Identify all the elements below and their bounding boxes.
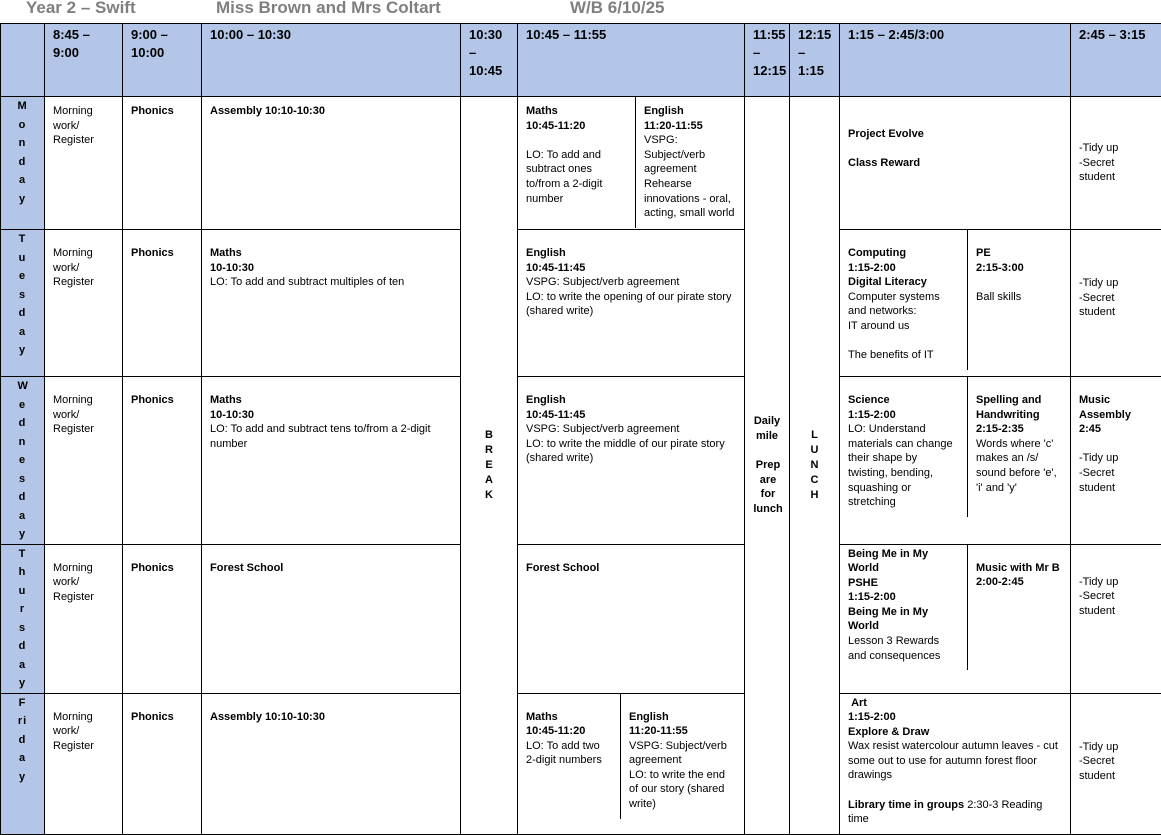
science-lesson: Science 1:15-2:00 LO: Understand materials can change their shape by twisting, bending, squashing or stretching — [840, 377, 968, 517]
lesson-cell — [518, 693, 745, 834]
daily-mile-cell: Daily mile Prep are for lunch — [745, 97, 790, 835]
phonics-cell: Phonics — [123, 230, 202, 377]
week-beginning: W/B 6/10/25 — [570, 0, 665, 18]
lesson-cell: English 10:45-11:45 VSPG: Subject/verb agreement LO: to write the middle of our pirate story (shared write) — [518, 377, 745, 545]
morning-cell: Morning work/ Register — [45, 97, 123, 230]
afternoon-cell: Art 1:15-2:00 Explore & Draw Wax resist watercolour autumn leaves - cut some out to use for autumn forest floor drawings Library time in groups 2:30-3 Reading time — [840, 693, 1071, 834]
lesson-cell: Forest School — [202, 544, 461, 693]
time-slot: 2:45 – 3:15 — [1071, 24, 1161, 97]
lesson-cell: Maths 10-10:30 LO: To add and subtract multiples of ten — [202, 230, 461, 377]
afternoon-cell — [840, 544, 1071, 693]
time-slot: 12:15 – 1:15 — [790, 24, 840, 97]
maths-lesson: Maths 10:45-11:20 LO: To add two 2-digit numbers — [518, 694, 621, 819]
phonics-cell: Phonics — [123, 693, 202, 834]
day-label: Tuesday — [1, 230, 45, 377]
afternoon-cell: Project Evolve Class Reward — [840, 97, 1071, 230]
lesson-cell: Forest School — [518, 544, 745, 693]
lesson-cell: Assembly 10:10-10:30 — [202, 97, 461, 230]
morning-cell: Morning work/ Register — [45, 230, 123, 377]
end-of-day-cell: -Tidy up -Secret student — [1071, 544, 1161, 693]
morning-cell: Morning work/ Register — [45, 693, 123, 834]
end-of-day-cell: -Tidy up -Secret student — [1071, 693, 1161, 834]
maths-lesson: Maths 10:45-11:20 LO: To add and subtract ones to/from a 2-digit number — [518, 97, 636, 228]
day-row-tuesday — [1, 230, 1161, 377]
time-slot: 10:45 – 11:55 — [518, 24, 745, 97]
day-row-friday — [1, 693, 1161, 834]
lunch-cell: LUNCH — [790, 97, 840, 835]
time-slot: 9:00 – 10:00 — [123, 24, 202, 97]
time-slot: 10:30 – 10:45 — [461, 24, 518, 97]
day-label: Thursday — [1, 544, 45, 693]
time-slot: 1:15 – 2:45/3:00 — [840, 24, 1071, 97]
time-slot: 10:00 – 10:30 — [202, 24, 461, 97]
lesson-cell: Maths 10-10:30 LO: To add and subtract tens to/from a 2-digit number — [202, 377, 461, 545]
lesson-cell: Assembly 10:10-10:30 — [202, 693, 461, 834]
break-cell: BREAK — [461, 97, 518, 835]
computing-lesson: Computing 1:15-2:00 Digital Literacy Computer systems and networks: IT around us The benefits of IT — [840, 230, 968, 370]
morning-cell: Morning work/ Register — [45, 377, 123, 545]
time-slot: 11:55 – 12:15 — [745, 24, 790, 97]
music-lesson: Music with Mr B 2:00-2:45 — [968, 545, 1071, 671]
class-name: Year 2 – Swift — [26, 0, 136, 18]
timetable — [0, 23, 1161, 835]
spelling-lesson: Spelling and Handwriting 2:15-2:35 Words where 'c' makes an /s/ sound before 'e', 'i' and 'y' — [968, 377, 1071, 517]
phonics-cell: Phonics — [123, 97, 202, 230]
lesson-cell: English 10:45-11:45 VSPG: Subject/verb agreement LO: to write the opening of our pirate story (shared write) — [518, 230, 745, 377]
lesson-cell — [518, 97, 745, 230]
day-label: Friday — [1, 693, 45, 834]
morning-cell: Morning work/ Register — [45, 544, 123, 693]
time-header-row — [1, 24, 1161, 97]
phonics-cell: Phonics — [123, 544, 202, 693]
afternoon-cell — [840, 230, 1071, 377]
english-lesson: English 11:20-11:55 VSPG: Subject/verb agreement Rehearse innovations - oral, acting, small world — [636, 97, 745, 228]
day-label: Monday — [1, 97, 45, 230]
end-of-day-cell: -Tidy up -Secret student — [1071, 97, 1161, 230]
pe-lesson: PE 2:15-3:00 Ball skills — [968, 230, 1071, 370]
end-of-day-cell: Music Assembly 2:45 -Tidy up -Secret student — [1071, 377, 1161, 545]
time-slot: 8:45 – 9:00 — [45, 24, 123, 97]
end-of-day-cell: -Tidy up -Secret student — [1071, 230, 1161, 377]
day-label: Wednesday — [1, 377, 45, 545]
day-row-thursday — [1, 544, 1161, 693]
pshe-lesson: Being Me in My World PSHE 1:15-2:00 Being Me in My World Lesson 3 Rewards and consequences — [840, 545, 968, 671]
day-row-monday — [1, 97, 1161, 230]
teachers: Miss Brown and Mrs Coltart — [216, 0, 441, 18]
timetable-title-bar — [0, 0, 1161, 22]
day-row-wednesday — [1, 377, 1161, 545]
phonics-cell: Phonics — [123, 377, 202, 545]
english-lesson: English 11:20-11:55 VSPG: Subject/verb agreement LO: to write the end of our story (shared write) — [621, 694, 745, 819]
afternoon-cell — [840, 377, 1071, 545]
corner-cell — [1, 24, 45, 97]
